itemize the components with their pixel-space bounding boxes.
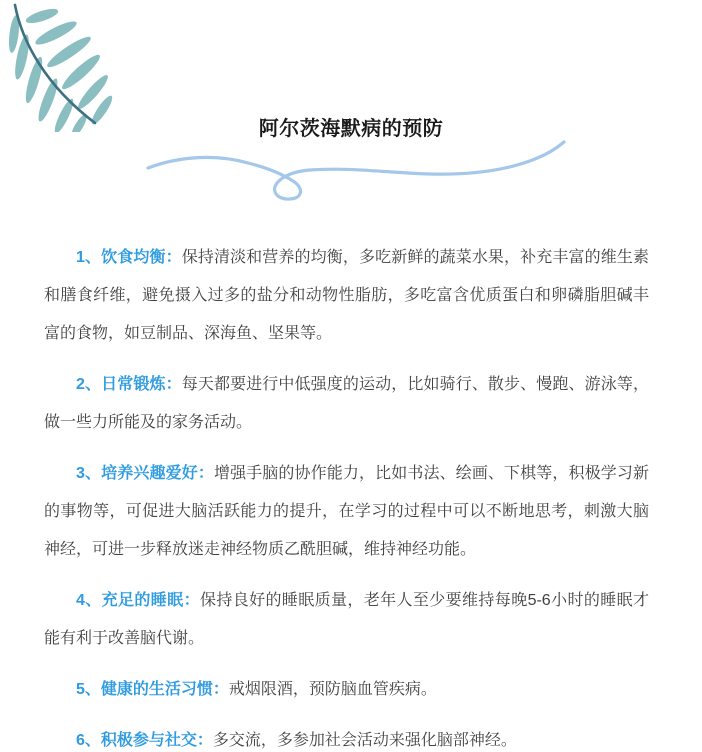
list-item-diet [44,239,649,353]
list-item-lifestyle [44,671,649,709]
item-label: 4、充足的睡眠： [76,592,200,609]
item-text: 增强手脑的协作能力，比如书法、绘画、下棋等，积极学习新的事物等，可促进大脑活跃能力的提升，在学习的过程中可以不断地思考，刺激大脑神经，可进一步释放迷走神经物质乙酰胆碱，维持神经功能。 [44,465,649,558]
item-text: 每天都要进行中低强度的运动，比如骑行、散步、慢跑、游泳等，做一些力所能及的家务活动。 [44,376,649,431]
item-text: 保持良好的睡眠质量，老年人至少要维持每晚5-6小时的睡眠才能有利于改善脑代谢。 [44,592,649,647]
item-label: 1、饮食均衡： [76,249,182,266]
flourish-underline-icon [138,138,574,204]
page-title: 阿尔茨海默病的预防 [258,118,444,140]
article-body [44,239,649,752]
list-item-social [44,722,649,752]
item-text: 戒烟限酒，预防脑血管疾病。 [228,681,437,698]
item-label: 5、健康的生活习惯： [76,681,229,698]
item-label: 3、培养兴趣爱好： [76,465,214,482]
item-text: 保持清淡和营养的均衡，多吃新鲜的蔬菜水果，补充丰富的维生素和膳食纤维，避免摄入过多的盐分和动物性脂肪，多吃富含优质蛋白和卵磷脂胆碱丰富的食物，如豆制品、深海鱼、坚果等。 [44,249,649,342]
list-item-hobbies [44,455,649,569]
list-item-exercise [44,366,649,442]
item-label: 2、日常锻炼： [76,376,182,393]
item-label: 6、积极参与社交： [76,732,213,749]
item-text: 多交流，多参加社会活动来强化脑部神经。 [212,732,517,749]
list-item-sleep [44,582,649,658]
